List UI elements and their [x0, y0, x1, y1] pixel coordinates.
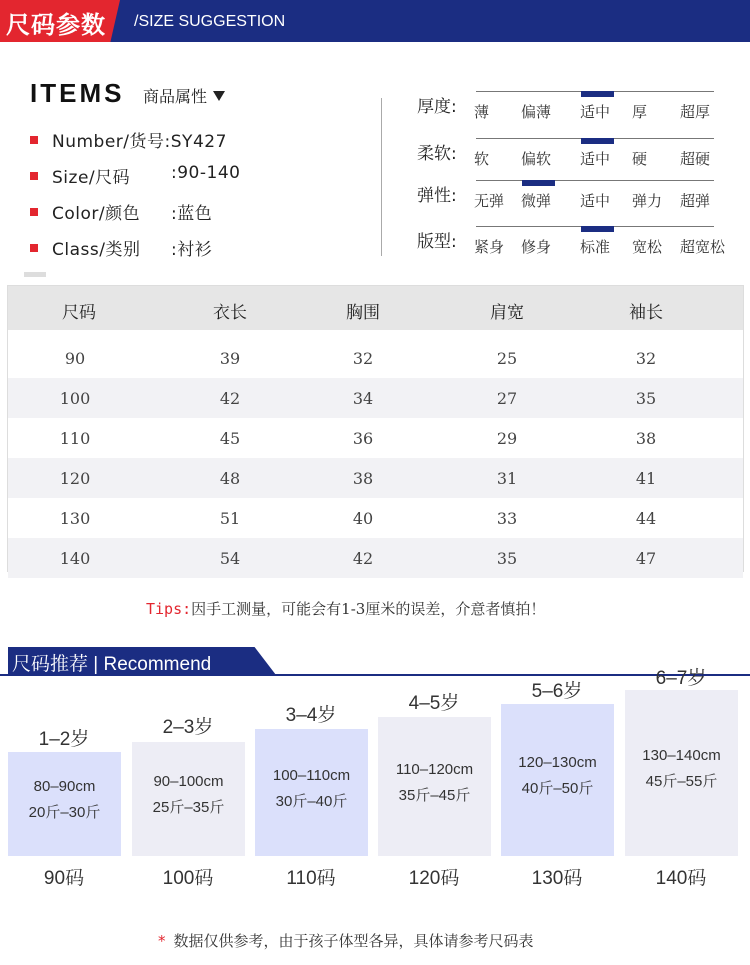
table-cell: 27: [496, 389, 518, 408]
table-row: [8, 538, 743, 578]
property-option: 厚: [632, 103, 648, 121]
table-cell: 29: [496, 429, 518, 448]
weight-range: 25斤–35斤: [152, 799, 225, 816]
table-cell: 140: [59, 549, 91, 568]
property-label: 弹性:: [417, 186, 457, 206]
property-selected-marker: [522, 180, 555, 186]
size-label: 110码: [286, 868, 336, 889]
age-label: 5–6岁: [531, 681, 583, 702]
size-column-box: [8, 752, 121, 856]
table-cell: 54: [219, 549, 241, 568]
table-header-cell: 胸围: [346, 303, 380, 323]
attr-label: Class/类别: [52, 240, 141, 260]
table-header-cell: 肩宽: [490, 303, 524, 323]
size-column-box: [132, 742, 245, 856]
table-cell: 42: [219, 389, 241, 408]
attr-label: Number/货号: [52, 132, 165, 152]
bullet-icon: [30, 136, 38, 144]
table-header-cell: 尺码: [62, 303, 96, 323]
table-cell: 25: [496, 349, 518, 368]
property-option: 标准: [580, 238, 611, 256]
table-row: [8, 458, 743, 498]
table-cell: 35: [635, 389, 657, 408]
tips-key: Tips:: [146, 600, 192, 618]
attr-value: 衬衫: [177, 240, 213, 260]
caret-down-icon: [213, 91, 225, 101]
age-label: 4–5岁: [408, 693, 460, 714]
weight-range: 20斤–30斤: [28, 804, 101, 821]
items-title: ITEMS: [30, 78, 125, 108]
table-cell: 45: [219, 429, 241, 448]
weight-range: 40斤–50斤: [521, 780, 594, 797]
property-selected-marker: [581, 138, 614, 144]
table-cell: 44: [635, 509, 657, 528]
table-cell: 90: [64, 349, 86, 368]
attr-color: [30, 199, 213, 224]
age-label: 6–7岁: [655, 668, 707, 689]
recommend-title: 尺码推荐 | Recommend: [12, 654, 212, 675]
asterisk-icon: *: [158, 932, 166, 950]
attr-value-group: [171, 235, 212, 260]
property-selected-marker: [581, 91, 614, 97]
attr-number: [30, 127, 227, 152]
table-cell: 41: [635, 469, 657, 488]
property-option: 超弹: [680, 192, 711, 210]
property-option: 硬: [632, 150, 648, 168]
table-cell: 34: [352, 389, 374, 408]
table-cell: 38: [352, 469, 374, 488]
property-option: 适中: [580, 103, 611, 121]
table-row: [8, 498, 743, 538]
divider: [381, 98, 382, 256]
property-option: 偏软: [521, 150, 552, 168]
height-range: 110–120cm: [395, 760, 474, 778]
table-cell: 100: [59, 389, 91, 408]
table-cell: 31: [496, 469, 518, 488]
divider: [24, 272, 46, 277]
property-option: 紧身: [474, 238, 505, 256]
table-cell: 36: [352, 429, 374, 448]
attr-value: 90-140: [177, 163, 241, 183]
age-label: 3–4岁: [285, 705, 337, 726]
property-option: 修身: [521, 238, 552, 256]
age-label: 1–2岁: [38, 729, 90, 750]
bullet-icon: [30, 172, 38, 180]
property-option: 偏薄: [521, 103, 552, 121]
property-option: 超宽松: [680, 238, 726, 256]
weight-range: 30斤–40斤: [275, 792, 348, 810]
attr-sep: :: [164, 132, 171, 152]
table-cell: 130: [59, 509, 91, 528]
attr-size: [30, 163, 241, 188]
attr-value: 蓝色: [177, 204, 213, 224]
property-option: 宽松: [632, 238, 663, 256]
property-option: 软: [474, 150, 490, 168]
size-column-box: [378, 717, 491, 856]
property-track: [476, 180, 714, 181]
table-cell: 35: [496, 549, 518, 568]
table-cell: 39: [219, 349, 241, 368]
attr-sep: :: [171, 163, 178, 183]
table-header: [8, 286, 743, 330]
property-option: 适中: [580, 150, 611, 168]
height-range: 90–100cm: [153, 773, 224, 790]
height-range: 120–130cm: [518, 754, 597, 771]
attr-label: Size/尺码: [52, 168, 131, 188]
size-label: 90码: [43, 868, 85, 889]
size-table: [7, 285, 744, 572]
attr-class: [30, 235, 213, 260]
attr-sep: :: [171, 240, 178, 260]
table-cell: 32: [352, 349, 374, 368]
tips-note: [146, 598, 545, 619]
property-option: 弹力: [632, 192, 663, 210]
footnote: [158, 930, 534, 951]
table-row: [8, 378, 743, 418]
table-cell: 110: [59, 429, 91, 448]
table-row: [8, 338, 743, 378]
property-option: 无弹: [474, 192, 505, 210]
weight-range: 45斤–55斤: [645, 773, 718, 790]
height-range: 80–90cm: [33, 778, 96, 795]
table-cell: 48: [219, 469, 241, 488]
size-column-box: [501, 704, 614, 856]
property-option: 微弹: [521, 192, 552, 210]
table-cell: 38: [635, 429, 657, 448]
table-header-cell: 袖长: [629, 303, 663, 323]
footnote-text: 数据仅供参考，由于孩子体型各异，具体请参考尺码表: [173, 932, 534, 950]
items-subtitle-text: 商品属性: [143, 87, 208, 106]
header-title: 尺码参数: [6, 11, 106, 39]
property-option: 超硬: [680, 150, 711, 168]
height-range: 100–110cm: [272, 766, 351, 784]
table-header-cell: 衣长: [213, 303, 247, 323]
table-cell: 42: [352, 549, 374, 568]
header-subtitle: /SIZE SUGGESTION: [134, 13, 286, 30]
size-label: 140码: [655, 868, 707, 889]
table-row: [8, 418, 743, 458]
age-label: 2–3岁: [162, 717, 214, 738]
property-option: 超厚: [680, 103, 711, 121]
table-cell: 32: [635, 349, 657, 368]
table-cell: 51: [219, 509, 241, 528]
property-label: 柔软:: [417, 144, 457, 164]
table-cell: 47: [635, 549, 657, 568]
size-label: 100码: [162, 868, 214, 889]
property-label: 版型:: [417, 232, 457, 252]
attr-value-group: [171, 163, 240, 183]
weight-range: 35斤–45斤: [398, 786, 471, 804]
items-subtitle: [143, 84, 225, 107]
size-label: 120码: [408, 868, 460, 889]
property-selected-marker: [581, 226, 614, 232]
attr-value: SY427: [170, 132, 227, 152]
table-cell: 40: [352, 509, 374, 528]
size-column-box: [625, 690, 738, 856]
attr-value-group: [171, 199, 212, 224]
attr-sep: :: [171, 204, 178, 224]
size-label: 130码: [531, 868, 583, 889]
table-cell: 120: [59, 469, 91, 488]
size-column-box: [255, 729, 368, 856]
property-option: 适中: [580, 192, 611, 210]
property-option: 薄: [474, 103, 490, 121]
bullet-icon: [30, 244, 38, 252]
tips-text: 因手工测量，可能会有1-3厘米的误差，介意者慎拍！: [191, 600, 546, 618]
table-cell: 33: [496, 509, 518, 528]
bullet-icon: [30, 208, 38, 216]
property-label: 厚度:: [417, 97, 457, 117]
height-range: 130–140cm: [642, 747, 721, 764]
attr-label: Color/颜色: [52, 204, 141, 224]
